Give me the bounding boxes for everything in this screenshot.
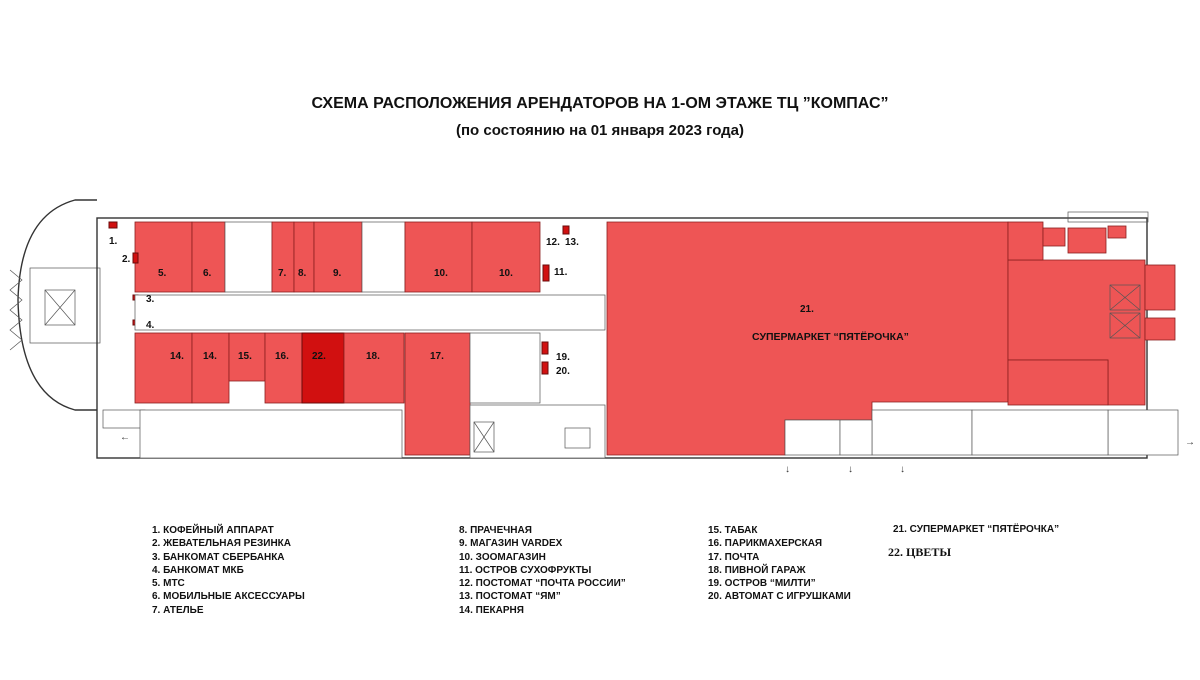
legend-item: 7. АТЕЛЬЕ xyxy=(152,604,204,616)
unit-10b xyxy=(472,222,540,292)
label-6: 6. xyxy=(203,268,212,279)
unit-14a xyxy=(135,333,192,403)
unit-6 xyxy=(192,222,225,292)
svg-text:↓: ↓ xyxy=(785,464,790,475)
legend-item: 1. КОФЕЙНЫЙ АППАРАТ xyxy=(152,525,274,536)
label-17: 17. xyxy=(430,351,444,362)
legend-item: 21. СУПЕРМАРКЕТ “ПЯТЁРОЧКА” xyxy=(893,524,1060,535)
svg-text:↓: ↓ xyxy=(900,464,905,475)
label-15: 15. xyxy=(238,351,252,362)
supermarket-label: СУПЕРМАРКЕТ “ПЯТЁРОЧКА” xyxy=(752,331,909,343)
page-title: СХЕМА РАСПОЛОЖЕНИЯ АРЕНДАТОРОВ НА 1-ОМ ЭТАЖЕ ТЦ ”КОМПАС” xyxy=(311,95,889,112)
unit-20-mark xyxy=(542,362,548,374)
unit-14b xyxy=(192,333,229,403)
legend-column-4 xyxy=(893,523,1059,536)
unit-19-mark xyxy=(542,342,548,354)
entrance-block-left xyxy=(10,200,145,428)
svg-text:↓: ↓ xyxy=(848,464,853,475)
unit-18 xyxy=(344,333,404,403)
legend-item: 19. ОСТРОВ “МИЛТИ” xyxy=(708,578,816,590)
open-area xyxy=(470,333,540,403)
unit-16 xyxy=(265,333,302,403)
legend-item: 17. ПОЧТА xyxy=(708,551,760,563)
label-2: 2. xyxy=(122,254,131,265)
bottom-service xyxy=(140,405,605,458)
label-19: 19. xyxy=(556,352,570,363)
legend-item: 14. ПЕКАРНЯ xyxy=(459,604,524,616)
main-corridor xyxy=(135,295,605,330)
legend-item: 4. БАНКОМАТ МКБ xyxy=(152,564,244,576)
label-21: 21. xyxy=(800,304,814,315)
label-4: 4. xyxy=(146,320,155,331)
unit-9 xyxy=(314,222,362,292)
legend-item: 10. ЗООМАГАЗИН xyxy=(459,551,546,563)
legend-column-1 xyxy=(152,524,305,617)
label-9: 9. xyxy=(333,268,342,279)
label-18: 18. xyxy=(366,351,380,362)
label-16: 16. xyxy=(275,351,289,362)
unit-5 xyxy=(135,222,192,292)
legend-item: 9. МАГАЗИН VARDEX xyxy=(459,538,563,550)
legend-column-2 xyxy=(459,524,626,617)
label-1: 1. xyxy=(109,236,118,247)
label-3: 3. xyxy=(146,294,155,305)
legend-item: 5. МТС xyxy=(152,578,185,590)
legend-item: 12. ПОСТОМАТ “ПОЧТА РОССИИ” xyxy=(459,578,626,590)
label-22: 22. xyxy=(312,351,326,362)
legend-item: 3. БАНКОМАТ СБЕРБАНКА xyxy=(152,551,285,563)
label-8: 8. xyxy=(298,268,307,279)
unit-11-mark xyxy=(543,265,549,281)
unit-1-mark xyxy=(109,222,117,228)
legend-item: 16. ПАРИКМАХЕРСКАЯ xyxy=(708,538,823,550)
unit-22 xyxy=(302,333,344,403)
unit-7 xyxy=(272,222,294,292)
label-20: 20. xyxy=(556,366,570,377)
legend-item: 20. АВТОМАТ С ИГРУШКАМИ xyxy=(708,591,851,603)
label-14b: 14. xyxy=(203,351,217,362)
label-12: 12. xyxy=(546,237,560,248)
unit-vacant-a xyxy=(225,222,272,292)
legend-item: 18. ПИВНОЙ ГАРАЖ xyxy=(708,564,806,576)
svg-text:←: ← xyxy=(120,432,130,443)
unit-13-mark xyxy=(563,226,569,234)
label-13: 13. xyxy=(565,237,579,248)
legend-item-flowers: 22. ЦВЕТЫ xyxy=(888,545,952,559)
label-14a: 14. xyxy=(170,351,184,362)
legend-item: 13. ПОСТОМАТ “ЯМ” xyxy=(459,591,561,603)
legend-item: 8. ПРАЧЕЧНАЯ xyxy=(459,525,532,536)
label-10b: 10. xyxy=(499,268,513,279)
legend-column-3 xyxy=(708,524,851,604)
page-subtitle: (по состоянию на 01 января 2023 года) xyxy=(455,122,745,139)
label-5: 5. xyxy=(158,268,167,279)
unit-vacant-b xyxy=(362,222,405,292)
label-11: 11. xyxy=(554,267,568,278)
unit-2-mark xyxy=(133,253,138,263)
legend-item: 15. ТАБАК xyxy=(708,525,758,536)
unit-10a xyxy=(405,222,472,292)
label-7: 7. xyxy=(278,268,287,279)
legend-item: 6. МОБИЛЬНЫЕ АКСЕССУАРЫ xyxy=(152,591,305,603)
legend-item: 11. ОСТРОВ СУХОФРУКТЫ xyxy=(459,564,592,576)
label-10a: 10. xyxy=(434,268,448,279)
svg-text:→: → xyxy=(1185,437,1195,448)
legend-item: 2. ЖЕВАТЕЛЬНАЯ РЕЗИНКА xyxy=(152,538,292,550)
unit-8 xyxy=(294,222,314,292)
